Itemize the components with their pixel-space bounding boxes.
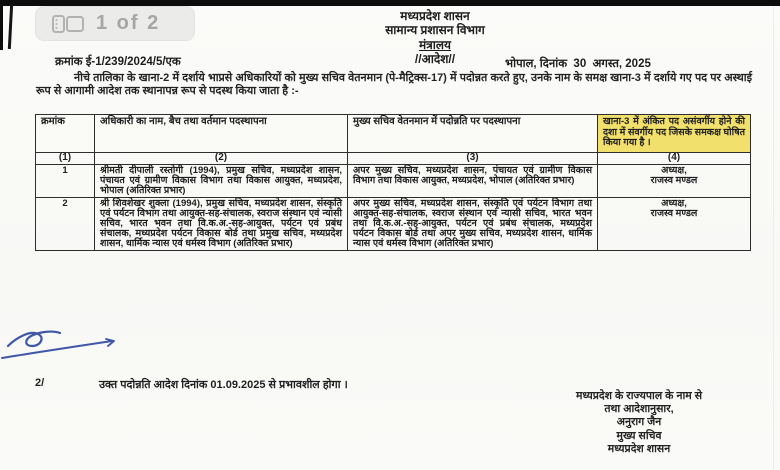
row1-equiv-line1: अध्यक्ष, bbox=[661, 164, 687, 176]
col-num-4: (4) bbox=[598, 152, 751, 164]
order-title: //आदेश// bbox=[414, 52, 456, 67]
page-edge-line bbox=[773, 6, 774, 470]
row2-officer bbox=[95, 197, 348, 250]
intro-paragraph: नीचे तालिका के खाना-2 में दर्शाये भाप्रसे अधिकारियों को मुख्य सचिव वेतनमान (पे-मैट्रिक्स-17) में पदोन्नत करते हुए, उनके नाम के समक्ष खाना-3 में दर्शाये गए पद पर अस्थाई रूप से आगामी आदेश तक स्थानापन्न रूप से पदस्थ किया जाता है :- bbox=[36, 72, 752, 98]
row1-promotion-posting: अपर मुख्य सचिव, मध्यप्रदेश शासन, पंचायत एवं ग्रामीण विकास विभाग तथा विकास आयुक्त, मध्यप्रदेश, भोपाल (अतिरिक्त प्रभार) bbox=[348, 164, 598, 197]
signatory-name: अनुराग जैन bbox=[616, 416, 662, 429]
column-numbers-row bbox=[36, 152, 751, 164]
signature-block bbox=[525, 390, 753, 456]
page-indicator-pill[interactable] bbox=[36, 7, 194, 40]
table-header-row bbox=[36, 115, 751, 153]
col-num-2: (2) bbox=[95, 152, 348, 164]
row1-equiv-line2: राजस्व मण्डल bbox=[650, 174, 698, 186]
row1-sno: 1 bbox=[36, 164, 95, 197]
row2-equivalent-post bbox=[598, 197, 751, 250]
row1-officer-name: श्रीमती दीपाली रस्तोगी (1994), bbox=[100, 164, 220, 176]
letterhead-office: मंत्रालय bbox=[418, 37, 451, 52]
row1-officer-current-posting: प्रमुख सचिव, मध्यप्रदेश शासन, पंचायत एवं ग्रामीण विकास विभाग तथा विकास आयुक्त, मध्यप्रदेश, भोपाल (अतिरिक्त प्रभार) bbox=[100, 164, 342, 196]
effective-date-value: 01.09.2025 bbox=[210, 379, 266, 391]
scan-top-bar bbox=[0, 0, 780, 6]
col-num-1: (1) bbox=[36, 152, 95, 164]
row1-officer bbox=[95, 164, 348, 197]
letterhead-govt: मध्यप्रदेश शासन bbox=[400, 9, 470, 23]
header-promotion-posting: मुख्य सचिव वेतनमान में पदोन्नति पर पदस्थापना bbox=[348, 115, 598, 153]
reference-number: क्रमांक ई-1/239/2024/5/एक bbox=[55, 56, 181, 68]
signatory-post: मुख्य सचिव bbox=[616, 429, 662, 442]
promotion-table bbox=[35, 114, 751, 251]
row2-equiv-line2: राजस्व मण्डल bbox=[650, 207, 698, 219]
page-indicator-label: 1 of 2 bbox=[96, 12, 161, 34]
letterhead-dept: सामान्य प्रशासन विभाग bbox=[385, 23, 485, 38]
scan-streak-artifact bbox=[8, 4, 13, 49]
row2-equiv-line1: अध्यक्ष, bbox=[661, 197, 687, 209]
highlighted-header-text: खाना-3 में अंकित पद असंवर्गीय होने की दशा में संवर्गीय पद जिसके समकक्ष घोषित किया गया है । bbox=[598, 115, 750, 152]
handwritten-pen-mark bbox=[0, 308, 125, 370]
pages-icon bbox=[51, 14, 85, 34]
place-date: भोपाल, दिनांक 30 अगस्त, 2025 bbox=[505, 58, 651, 70]
row2-promotion-posting: अपर मुख्य सचिव, मध्यप्रदेश शासन, संस्कृति एवं पर्यटन विभाग तथा आयुक्त-सह-संचालक, स्वराज संस्थान एवं न्यासी सचिव, भारत भवन तथा वि.क.अ.-सह-आयुक्त, पर्यटन एवं प्रबंध संचालक, मध्यप्रदेश पर्यटन विकास बोर्ड तथा अपर मुख्य सचिव, मध्यप्रदेश शासन, धार्मिक न्यास एवं धर्मस्व विभाग (अतिरिक्त प्रभार) bbox=[348, 197, 598, 250]
header-sno: क्रमांक bbox=[36, 115, 95, 153]
header-equivalent-post bbox=[598, 115, 751, 153]
signature-line2: तथा आदेशानुसार, bbox=[604, 403, 674, 416]
signatory-org: मध्यप्रदेश शासन bbox=[607, 442, 671, 455]
header-officer: अधिकारी का नाम, बैच तथा वर्तमान पदस्थापना bbox=[95, 115, 348, 153]
signature-line1: मध्यप्रदेश के राज्यपाल के नाम से bbox=[575, 390, 703, 402]
col-num-3: (3) bbox=[348, 152, 598, 164]
row2-sno: 2 bbox=[36, 197, 95, 250]
table-row bbox=[36, 197, 751, 250]
table-row bbox=[36, 164, 751, 197]
row2-officer-name: श्री शिवशेखर शुक्ला (1994), bbox=[100, 197, 203, 209]
row1-equivalent-post bbox=[598, 164, 751, 197]
row2-officer-current-posting: प्रमुख सचिव, मध्यप्रदेश शासन, संस्कृति एवं पर्यटन विभाग तथा आयुक्त-सह-संचालक, स्वराज संस्थान एवं न्यासी सचिव, भारत भवन तथा वि.क.अ.-सह-आयुक्त, पर्यटन एवं प्रबंध संचालक, मध्यप्रदेश पर्यटन विकास बोर्ड तथा प्रमुख सचिव, मध्यप्रदेश शासन, धार्मिक न्यास एवं धर्मस्व विभाग (अतिरिक्त प्रभार) bbox=[100, 197, 342, 249]
para-number: 2/ bbox=[35, 377, 45, 389]
effective-date-text: उक्त पदोन्नति आदेश दिनांक 01.09.2025 से प्रभावशील होगा । bbox=[99, 379, 348, 391]
scan-edge-artifact bbox=[0, 0, 3, 50]
